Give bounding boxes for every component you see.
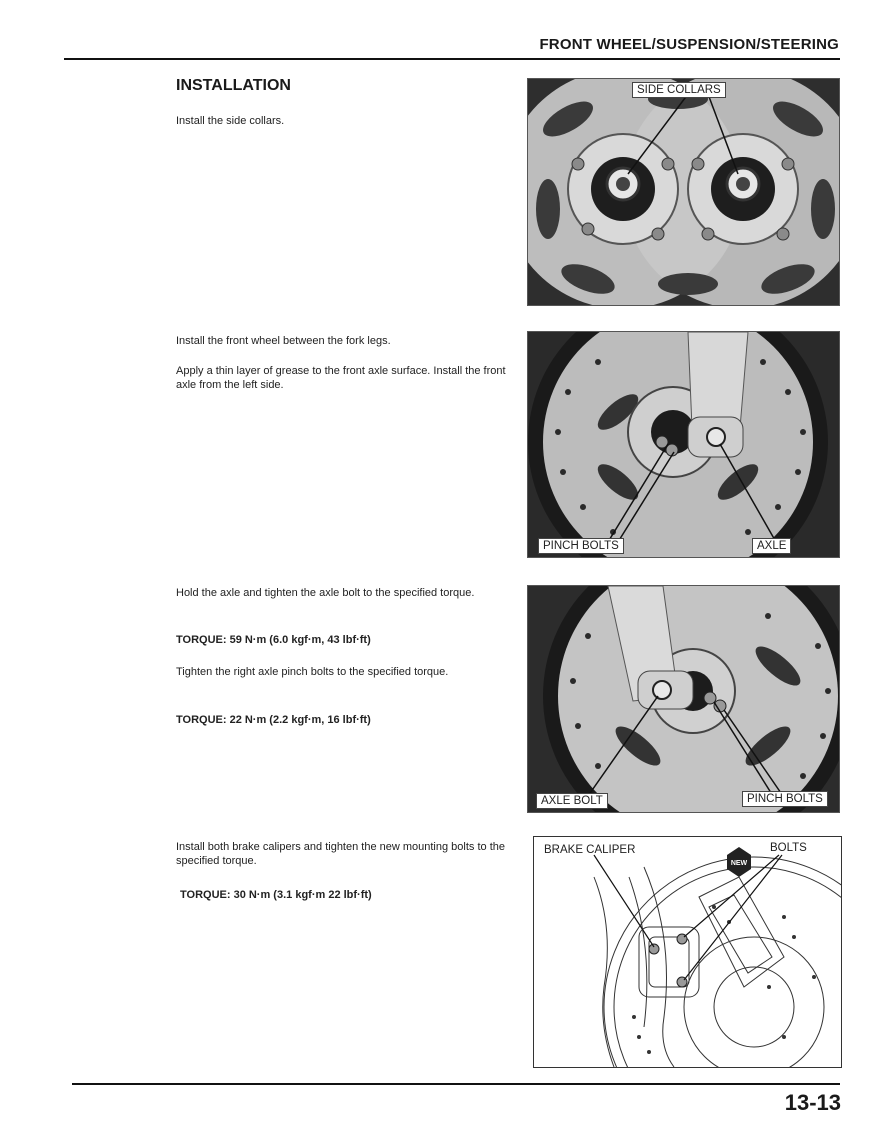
new-badge-text: NEW [730, 860, 748, 867]
step3-torque-1: TORQUE: 59 N·m (6.0 kgf·m, 43 lbf·ft) [176, 634, 371, 646]
label-brake-caliper: BRAKE CALIPER [544, 844, 636, 856]
step4-text-1: Install both brake calipers and tighten the new mounting bolts to the specified torque. [176, 841, 505, 867]
page-number: 13-13 [784, 1090, 841, 1115]
step3-torque-2: TORQUE: 22 N·m (2.2 kgf·m, 16 lbf·ft) [176, 714, 371, 726]
label-side-collars: SIDE COLLARS [632, 82, 726, 98]
header-rule [64, 58, 840, 60]
step3-text-2: Tighten the right axle pinch bolts to the specified torque. [176, 666, 449, 678]
pinch-bolts-axle-photo [528, 332, 839, 557]
label-pinch-bolts: PINCH BOLTS [538, 538, 624, 554]
side-collars-photo [528, 79, 839, 305]
figure-side-collars [527, 78, 840, 306]
figure-pinch-bolts-axle [527, 331, 840, 558]
label-pinch-bolts-right: PINCH BOLTS [742, 791, 828, 807]
step1-text: Install the side collars. [176, 115, 285, 127]
step2-text-2: Apply a thin layer of grease to the front axle surface. Install the front axle from the left side. [176, 365, 506, 391]
label-bolts: BOLTS [770, 842, 807, 854]
footer-rule [72, 1083, 840, 1085]
step3-text-1: Hold the axle and tighten the axle bolt to the specified torque. [176, 587, 475, 599]
page-header-title: FRONT WHEEL/SUSPENSION/STEERING [539, 36, 839, 53]
figure-brake-caliper-drawing [533, 836, 842, 1068]
label-axle: AXLE [752, 538, 791, 554]
brake-caliper-line-drawing [534, 837, 841, 1067]
axle-bolt-pinch-bolts-photo [528, 586, 839, 812]
step4-torque-1: TORQUE: 30 N·m (3.1 kgf·m 22 lbf·ft) [180, 889, 372, 901]
section-title: INSTALLATION [176, 77, 291, 94]
step2-text-1: Install the front wheel between the fork legs. [176, 335, 391, 347]
figure-axle-bolt-pinch-bolts [527, 585, 840, 813]
label-axle-bolt: AXLE BOLT [536, 793, 608, 809]
